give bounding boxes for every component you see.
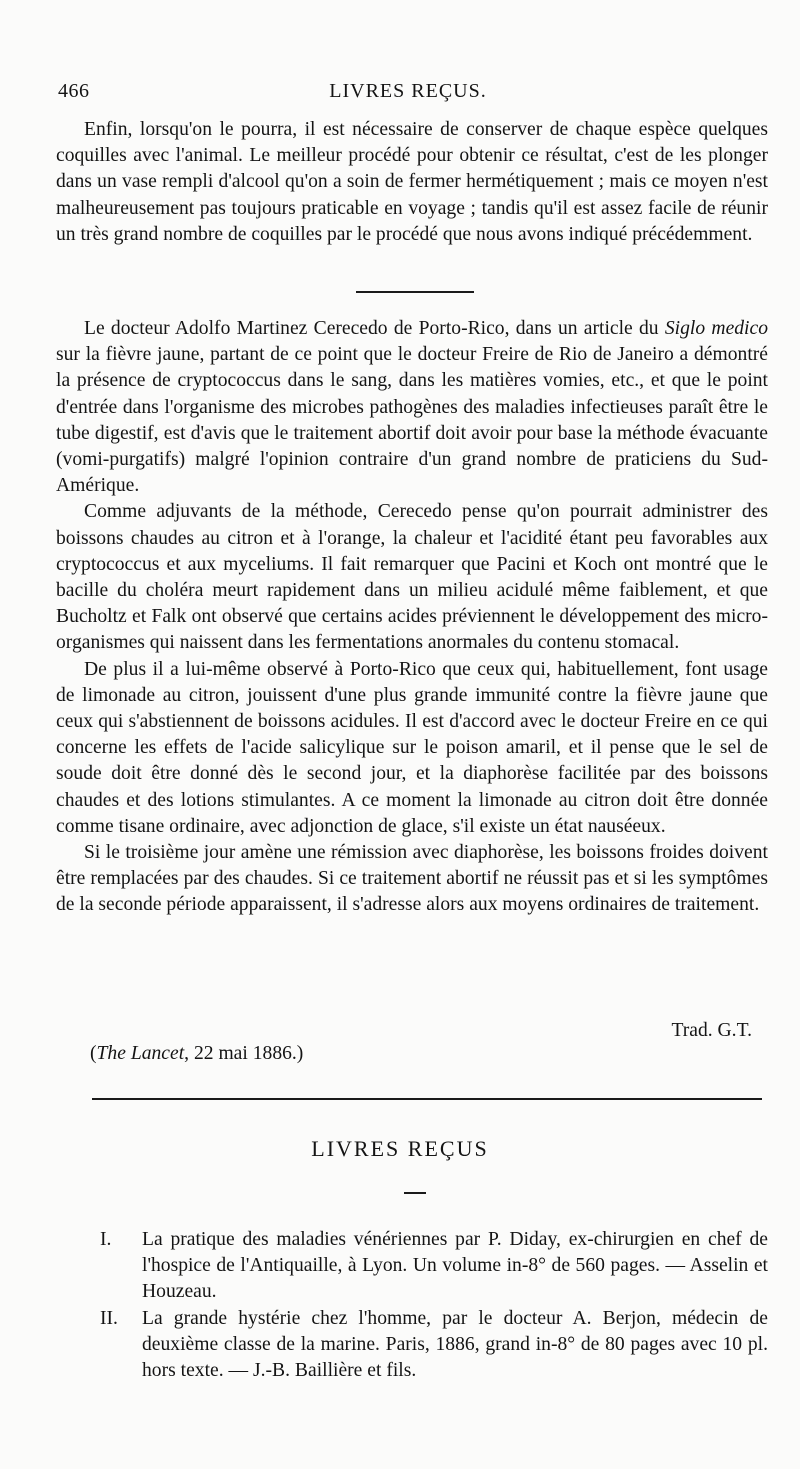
article-intro-start: Le docteur Adolfo Martinez Cerecedo de Porto-Rico, dans un article du [84,318,665,339]
section-title-livres-recus: LIVRES REÇUS [311,1136,489,1161]
article-paragraph-immunite: De plus il a lui-même observé à Porto-Rico que ceux qui, habituellement, font usage de limonade au citron, jouissent d'une plus grande immunité contre la fièvre jaune que ceux qui s'abstiennent de boissons acidules. Il est d'accord avec le docteur Freire en ce qui concerne les effets de l'acide salicylique sur le poison amaril, et il pense que le sel de soude doit être donné dès le second jour, et la diaphorèse facilitée par des boissons chaudes et des lotions stimulantes. A ce moment la limonade au citron doit être donnée comme tisane ordinaire, avec adjonction de glace, s'il existe un état nauséeux. [56,658,768,837]
book-item-number: I. [100,1229,112,1250]
page-header [58,80,758,106]
book-item-text: La grande hystérie chez l'homme, par le docteur A. Berjon, médecin de deuxième classe de la marine. Paris, 1886, grand in-8° de 80 pages avec 10 pl. hors texte. — J.-B. Baillière et fils. [142,1307,768,1382]
top-paragraph-block [56,117,768,248]
source-journal: The Lancet [96,1043,185,1064]
article-body [56,316,768,919]
article-intro-paragraph [56,316,768,499]
book-item-text: La pratique des maladies vénériennes par P. Diday, ex-chirurgien en chef de l'hospice de l'Antiquaille, à Lyon. Un volume in-8° de 560 pages. — Asselin et Houzeau. [142,1229,768,1303]
book-item-number: II. [100,1307,118,1329]
section-separator-rule [92,1098,762,1100]
source-open-paren: ( [90,1043,97,1064]
article-intro-end: sur la fièvre jaune, partant de ce point que le docteur Freire de Rio de Janeiro a démontré la présence de cryptococcus dans le sang, dans les matières vomies, etc., et que le point d'entrée dans l'organisme des microbes pathogènes des maladies infectieuses paraît être le tube digestif, est d'avis que le traitement abortif doit avoir pour base la méthode évacuante (vomi-purgatifs) malgré l'opinion contraire d'un grand nombre de praticiens du Sud-Amérique. [56,344,768,497]
source-date: , 22 mai 1886.) [184,1043,304,1064]
title-underline-rule [404,1192,426,1194]
book-item [100,1306,768,1385]
running-title: LIVRES REÇUS. [329,80,487,102]
journal-title-siglo-medico: Siglo medico [664,318,768,339]
section-divider-rule [356,291,474,293]
article-source-citation [90,1043,303,1065]
book-item [100,1227,768,1306]
page-number: 466 [58,80,90,102]
article-paragraph-adjuvants: Comme adjuvants de la méthode, Cerecedo pense qu'on pourrait administrer des boissons chaudes au citron et à l'orange, la chaleur et l'acidité étant peu favorables aux cryptococcus et aux myceliums. Il fait remarquer que Pacini et Koch ont montré que le bacille du choléra meurt rapidement dans un milieu acidulé même faiblement, et que Bucholtz et Falk ont observé que certains acides préviennent le développement des micro-organismes qui naissent dans les fermentations anormales du contenu stomacal. [56,501,768,654]
paragraph-coquilles: Enfin, lorsqu'on le pourra, il est nécessaire de conserver de chaque espèce quelques coquilles avec l'animal. Le meilleur procédé pour obtenir ce résultat, c'est de les plonger dans un vase rempli d'alcool qu'on a soin de fermer hermétiquement ; mais ce moyen n'est malheureusement pas toujours praticable en voyage ; tandis qu'il est assez facile de réunir un très grand nombre de coquilles par le procédé que nous avons indiqué précédemment. [56,119,768,245]
translator-signature: Trad. G.T. [671,1020,752,1041]
article-paragraph-remission: Si le troisième jour amène une rémission avec diaphorèse, les boissons froides doivent être remplacées par des chaudes. Si ce traitement abortif ne réussit pas et si les symptômes de la seconde période apparaissent, il s'adresse alors aux moyens ordinaires de traitement. [56,842,768,916]
books-list [100,1227,768,1384]
